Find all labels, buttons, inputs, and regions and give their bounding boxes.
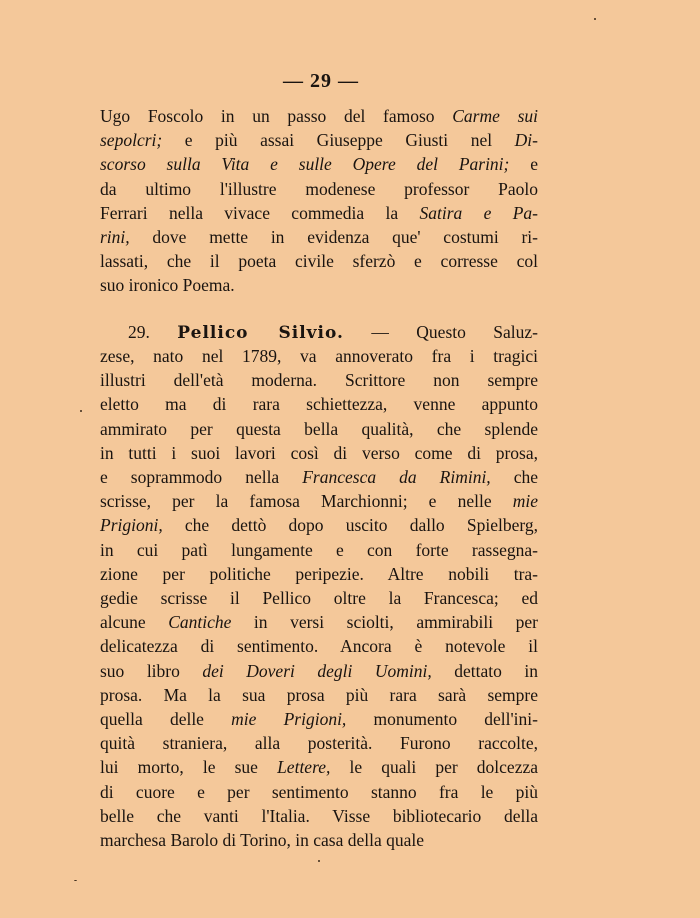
- text-line: [100, 562, 538, 586]
- entry-number: 29.: [128, 322, 150, 342]
- text-line: [100, 104, 538, 128]
- text-run: suo ironico Poema.: [100, 275, 235, 296]
- text-run: monumento dell'ini-: [346, 709, 538, 729]
- text-line: [100, 392, 538, 416]
- text-line: [100, 610, 538, 634]
- italic-text: Satira e Pa-: [419, 202, 538, 223]
- text-run: Ferrari nella vivace commedia la: [100, 202, 420, 223]
- text-run: illustri dell'età moderna. Scrittore non sempre: [100, 370, 538, 391]
- text-line: [100, 344, 538, 368]
- text-run: dove mette in evidenza que' costumi ri-: [129, 227, 538, 247]
- text-line: [100, 659, 538, 683]
- text-run: belle che vanti l'Italia. Visse bibliotecario della: [100, 805, 538, 826]
- text-line: [100, 780, 538, 804]
- text-run: dettato in: [431, 660, 539, 681]
- text-run: di cuore e per sentimento stanno fra le più: [100, 781, 538, 802]
- text-run: zione per politiche peripezie. Altre nobili tra-: [100, 563, 538, 584]
- text-line: [100, 368, 538, 392]
- entry-name: Pellico Silvio.: [177, 323, 344, 343]
- text-line: [100, 538, 538, 562]
- text-run: che: [490, 467, 538, 487]
- text-line: [100, 177, 538, 201]
- entry-heading-line: [128, 320, 538, 345]
- text-line: [100, 755, 538, 779]
- italic-text: mie Prigioni,: [231, 709, 347, 729]
- text-run: che dettò dopo uscito dallo Spielberg,: [162, 515, 538, 536]
- text-run: zese, nato nel 1789, va annoverato fra i tragici: [100, 346, 538, 366]
- italic-text: Lettere,: [277, 757, 331, 778]
- text-line: [100, 249, 538, 273]
- text-line: [100, 417, 538, 441]
- text-run: e più assai Giuseppe Giusti nel: [162, 130, 515, 151]
- text-line: [100, 441, 538, 465]
- text-line: [100, 273, 538, 297]
- text-line: [100, 731, 538, 755]
- text-run: e soprammodo nella: [100, 467, 303, 487]
- scan-speck: [594, 18, 596, 20]
- text-line: [100, 128, 538, 152]
- scan-speck: [74, 880, 77, 881]
- text-run: eletto ma di rara schiettezza, venne appunto: [100, 394, 538, 415]
- text-run: e: [509, 154, 538, 175]
- italic-text: Carme sui: [452, 106, 538, 126]
- text-run: da ultimo l'illustre modenese professor Paolo: [100, 178, 538, 199]
- text-run: prosa. Ma la sua prosa più rara sarà sempre: [100, 684, 538, 705]
- italic-text: dei Doveri degli Uomini,: [202, 660, 432, 681]
- text-run: lui morto, le sue: [100, 757, 278, 778]
- text-line: [100, 513, 538, 537]
- scan-speck: [80, 410, 82, 412]
- text-line: [100, 465, 538, 489]
- text-line: [100, 804, 538, 828]
- italic-text: Francesca da Rimini,: [302, 467, 491, 487]
- italic-text: mie: [512, 491, 538, 512]
- text-run: scrisse, per la famosa Marchionni; e nelle: [100, 491, 513, 512]
- text-run: suo libro: [100, 660, 203, 681]
- text-run: in versi sciolti, ammirabili per: [231, 612, 538, 633]
- entry-heading-continuation: — Questo Saluz-: [371, 322, 538, 342]
- text-run: lassati, che il poeta civile sferzò e corresse col: [100, 251, 538, 272]
- text-run: le quali per dolcezza: [330, 757, 539, 778]
- text-line: [100, 828, 538, 852]
- text-line: [100, 707, 538, 731]
- text-run: quella delle: [100, 709, 232, 729]
- text-run: quità straniera, alla posterità. Furono raccolte,: [100, 733, 538, 754]
- text-run: gedie scrisse il Pellico oltre la Francesca; ed: [100, 588, 538, 608]
- text-run: alcune: [100, 612, 169, 633]
- text-line: [100, 201, 538, 225]
- text-line: [100, 586, 538, 610]
- text-run: ammirato per questa bella qualità, che splende: [100, 418, 538, 439]
- italic-text: sepolcri;: [100, 130, 163, 151]
- text-run: Ugo Foscolo in un passo del famoso: [100, 106, 453, 126]
- italic-text: Cantiche: [168, 612, 232, 633]
- text-run: in tutti i suoi lavori così di verso come di prosa,: [100, 442, 538, 463]
- page-number: — 29 —: [283, 70, 359, 92]
- italic-text: scorso sulla Vita e sulle Opere del Parini;: [100, 154, 510, 175]
- text-line: [100, 225, 538, 249]
- italic-text: Di-: [514, 130, 538, 151]
- italic-text: Prigioni,: [100, 515, 163, 536]
- text-run: marchesa Barolo di Torino, in casa della quale: [100, 830, 425, 850]
- text-line: [100, 152, 538, 176]
- text-line: [100, 489, 538, 513]
- italic-text: rini,: [100, 227, 130, 247]
- text-run: delicatezza di sentimento. Ancora è notevole il: [100, 636, 538, 657]
- text-line: [100, 634, 538, 658]
- scan-speck: [318, 860, 320, 862]
- text-run: in cui patì lungamente e con forte rassegna-: [100, 539, 538, 560]
- text-line: [100, 683, 538, 707]
